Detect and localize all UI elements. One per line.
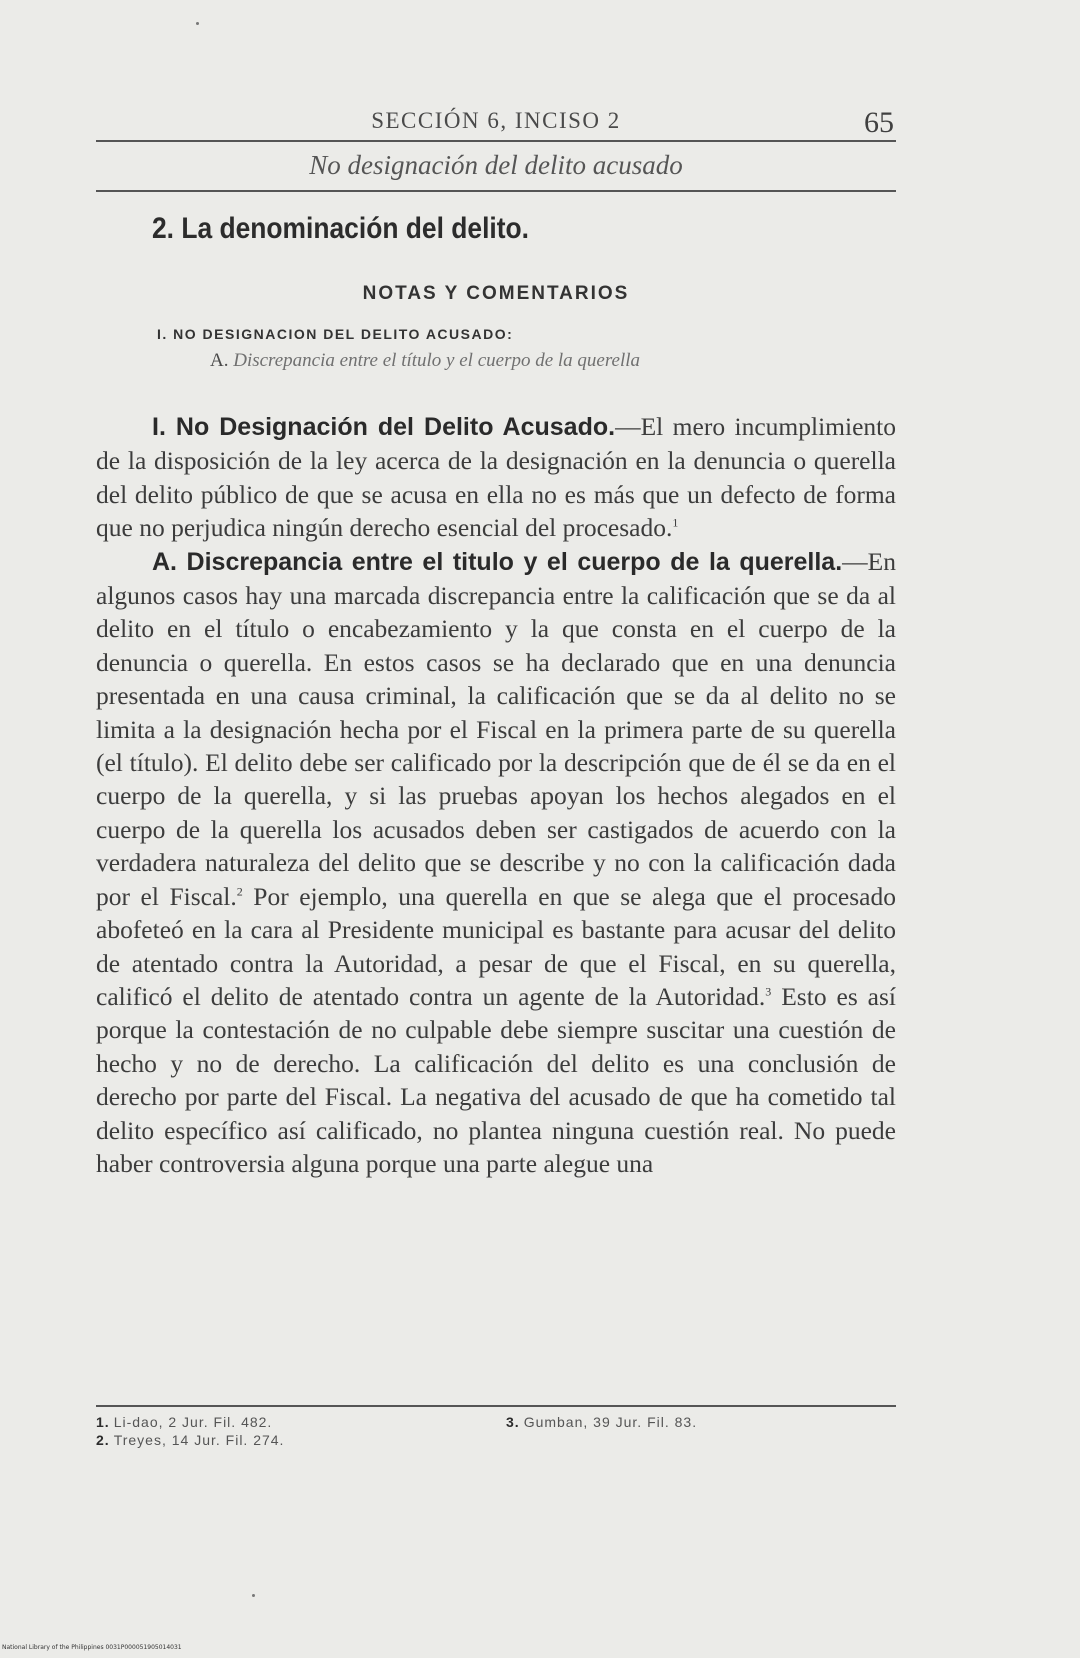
outline-item-2-text: Discrepancia entre el título y el cuerpo de la querella <box>233 350 641 371</box>
footnote-3-text: Gumban, 39 Jur. Fil. 83. <box>523 1414 698 1430</box>
outline-item-2-letter: A. <box>210 350 229 371</box>
paragraph-2-text-c: Esto es así porque la contestación de no culpable debe siempre suscitar una cuestión de hecho y no de derecho. La calificación del delito es una conclusión de derecho por parte del Fiscal. La negativa del acusado de que ha cometido tal delito específico así calificado, no plantea ninguna cuestión real. No puede haber controversia alguna porque una parte alegue una <box>96 981 897 1178</box>
paragraph-2-lead: A. Discrepancia entre el titulo y el cuerpo de la querella. <box>152 547 843 576</box>
library-credit: National Library of the Philippines 0031P000051905014031 <box>2 1644 182 1651</box>
page-number: 65 <box>864 106 894 139</box>
paragraph-2-text-b: Por ejemplo, una querella en que se alega que el procesado abofeteó en la cara al Presidente municipal es bastante para acusar del delito de atentado contra la Autoridad, a pesar de que el Fiscal, en su querella, calificó el delito de atentado contra un agente de la Autoridad. <box>96 881 896 1011</box>
footnote-1 <box>96 1413 272 1431</box>
running-title: SECCIÓN 6, INCISO 2 <box>371 108 621 133</box>
running-header <box>96 96 896 139</box>
footnote-2-text: Treyes, 14 Jur. Fil. 274. <box>113 1432 285 1448</box>
footnote-3 <box>506 1413 697 1431</box>
scan-speck <box>252 1594 255 1597</box>
footnote-ref-2: 2 <box>236 884 243 899</box>
paragraph-no-designacion <box>96 410 896 545</box>
footnote-ref-1: 1 <box>672 515 679 530</box>
scan-speck <box>196 22 199 25</box>
footnote-ref-3: 3 <box>765 984 772 999</box>
footnote-rule <box>96 1405 896 1407</box>
outline-item-2 <box>210 350 640 372</box>
body-text <box>96 410 896 1180</box>
footnote-3-number: 3. <box>506 1414 520 1430</box>
paragraph-discrepancia <box>96 545 896 1181</box>
header-rule <box>96 140 896 142</box>
paragraph-2-text-a: —En algunos casos hay una marcada discrepancia entre la calificación que se da al delito en el título o encabezamiento y la que consta en el cuerpo de la denuncia o querella. En estos casos se ha declarado que en una denuncia presentada en una causa criminal, la calificación que se da al delito no se limita a la designación hecha por el Fiscal en la primera parte de su querella (el título). El delito debe ser calificado por la descripción que de él se da en el cuerpo de la querella, y si las pruebas apoyan los hechos alegados en el cuerpo de la querella los acusados deben ser castigados de acuerdo con la verdadera naturaleza del delito que se describe y no con la calificación dada por el Fiscal. <box>96 546 896 911</box>
paragraph-1-text: —El mero incumplimiento de la disposición de la ley acerca de la designación en la denuncia o querella del delito público de que se acusa en ella no es más que un defecto de forma que no perjudica ningún derecho esencial del procesado. <box>96 412 896 543</box>
page-subtitle: No designación del delito acusado <box>309 150 683 180</box>
footnote-2 <box>96 1431 284 1449</box>
section-heading: 2. La denominación del delito. <box>152 212 529 245</box>
subtitle-rule <box>96 190 896 192</box>
paragraph-1-lead: I. No Designación del Delito Acusado. <box>152 413 616 441</box>
footnote-2-number: 2. <box>96 1432 110 1448</box>
notes-heading: NOTAS Y COMENTARIOS <box>362 283 630 304</box>
outline-item-1: I. NO DESIGNACION DEL DELITO ACUSADO: <box>157 326 514 342</box>
footnote-1-number: 1. <box>96 1414 110 1430</box>
footnote-1-text: Li-dao, 2 Jur. Fil. 482. <box>113 1414 273 1430</box>
